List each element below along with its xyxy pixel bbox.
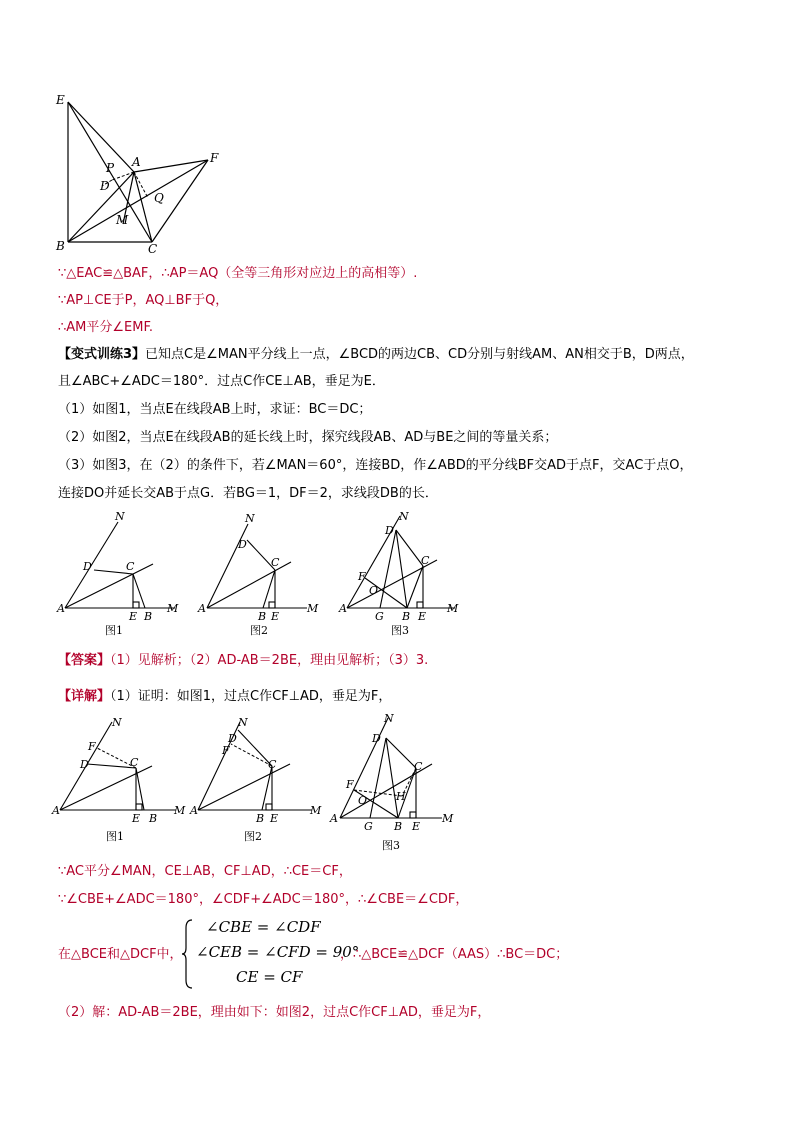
label-C: C — [148, 242, 158, 255]
label-P: P — [106, 161, 115, 175]
solution-line-4: （2）解：AD-AB＝2BE，理由如下：如图2，过点C作CF⊥AD，垂足为F， — [58, 1005, 491, 1020]
r2f2-B: B — [256, 812, 265, 825]
label-M: M — [116, 213, 129, 227]
answer-text: （1）见解析；（2）AD-AB＝2BE，理由见解析；（3）3. — [110, 653, 429, 668]
solution-line-3-prefix: 在△BCE和△DCF中， — [58, 947, 183, 962]
r2f1-A: A — [52, 804, 60, 817]
r2f3-G: G — [364, 820, 373, 833]
r2f1-E: E — [132, 812, 141, 825]
r1f2-E: E — [271, 610, 280, 623]
r2f3-A: A — [330, 812, 338, 825]
r2f1-B: B — [149, 812, 158, 825]
system-eq-2: ∠CEB = ∠CFD = 90° — [196, 943, 360, 961]
r1f2-A: A — [198, 602, 206, 615]
r2f2-N: N — [238, 716, 248, 729]
r1-caption-3: 图3 — [391, 624, 409, 637]
figures-row-1 — [55, 510, 475, 640]
r2f3-O: O — [358, 794, 368, 807]
label-F: F — [210, 151, 219, 165]
detail-tag: 【详解】 — [58, 689, 111, 704]
proof-line-3: ∴AM平分∠EMF. — [58, 320, 153, 335]
r1f3-C: C — [421, 554, 430, 567]
r2f1-C: C — [130, 756, 139, 769]
r1-caption-2: 图2 — [250, 624, 268, 637]
proof-line-2: ∵AP⊥CE于P，AQ⊥BF于Q， — [58, 293, 229, 308]
problem-line-1 — [58, 345, 694, 365]
r1f3-E: E — [418, 610, 427, 623]
r1f2-C: C — [271, 556, 280, 569]
figures-row-2 — [50, 712, 470, 857]
r1f1-N: N — [115, 510, 125, 523]
r1f3-G: G — [375, 610, 384, 623]
r1f1-C: C — [126, 560, 135, 573]
r2-caption-3: 图3 — [382, 839, 400, 852]
r2f2-C: C — [268, 758, 277, 771]
r2f3-N: N — [384, 712, 394, 725]
top-figure — [50, 90, 230, 255]
label-B: B — [56, 239, 65, 253]
label-E: E — [56, 93, 65, 107]
system-brace — [180, 918, 196, 990]
r2f3-M: M — [442, 812, 454, 825]
r2f2-A: A — [190, 804, 198, 817]
r2f1-M: M — [174, 804, 186, 817]
r2f3-B: B — [394, 820, 403, 833]
r1f3-N: N — [399, 510, 409, 523]
system-eq-3: CE = CF — [236, 968, 303, 986]
label-Q: Q — [154, 191, 164, 205]
r2f2-D: D — [228, 732, 237, 745]
r1f1-E: E — [129, 610, 138, 623]
r2-caption-1: 图1 — [106, 830, 124, 843]
r1f3-M: M — [447, 602, 459, 615]
answer-tag: 【答案】 — [58, 653, 111, 668]
solution-line-3-suffix: ，∴△BCE≌△DCF（AAS）∴BC＝DC； — [340, 947, 569, 962]
system-eq-1: ∠CBE = ∠CDF — [206, 918, 321, 936]
r1f3-F: F — [358, 570, 366, 583]
r1f3-A: A — [339, 602, 347, 615]
r1f1-D: D — [83, 560, 92, 573]
detail-text: （1）证明：如图1，过点C作CF⊥AD，垂足为F， — [110, 689, 392, 704]
r2f3-D: D — [372, 732, 381, 745]
r1-caption-1: 图1 — [105, 624, 123, 637]
problem-part-3a: （3）如图3，在（2）的条件下，若∠MAN＝60°，连接BD，作∠ABD的平分线BF交AD于点F，交AC于点O， — [58, 458, 693, 473]
problem-tag: 【变式训练3】 — [58, 347, 146, 362]
r1f3-O: O — [369, 584, 379, 597]
proof-line-1: ∵△EAC≌△BAF，∴AP＝AQ（全等三角形对应边上的高相等）. — [58, 266, 418, 281]
r2f2-F: F — [222, 744, 230, 757]
problem-line-2: 且∠ABC+∠ADC＝180°．过点C作CE⊥AB，垂足为E． — [58, 374, 385, 389]
r2f3-H: H — [396, 790, 406, 803]
r2f1-N: N — [112, 716, 122, 729]
label-A: A — [132, 155, 141, 169]
r1f2-N: N — [245, 512, 255, 525]
r1f2-M: M — [307, 602, 319, 615]
r2f1-D: D — [80, 758, 89, 771]
solution-line-1: ∵AC平分∠MAN，CE⊥AB，CF⊥AD，∴CE＝CF， — [58, 864, 352, 879]
r2f3-C: C — [414, 760, 423, 773]
r2f1-F: F — [88, 740, 96, 753]
r2f3-E: E — [412, 820, 421, 833]
r1f2-B: B — [258, 610, 267, 623]
r1f1-A: A — [57, 602, 65, 615]
solution-line-2: ∵∠CBE+∠ADC＝180°，∠CDF+∠ADC＝180°，∴∠CBE＝∠CDF， — [58, 892, 469, 907]
answer-line — [58, 651, 428, 671]
detail-line — [58, 687, 391, 707]
r2f2-M: M — [310, 804, 322, 817]
r1f1-M: M — [167, 602, 179, 615]
r1f3-D: D — [385, 524, 394, 537]
r1f3-B: B — [402, 610, 411, 623]
problem-part-1: （1）如图1，当点E在线段AB上时，求证：BC＝DC； — [58, 402, 372, 417]
problem-part-3b: 连接DO并延长交AB于点G．若BG＝1，DF＝2，求线段DB的长． — [58, 486, 438, 501]
r2f3-F: F — [346, 778, 354, 791]
problem-text-1: 已知点C是∠MAN平分线上一点，∠BCD的两边CB、CD分别与射线AM、AN相交于B，D两点， — [145, 347, 694, 362]
r1f1-B: B — [144, 610, 153, 623]
r2-caption-2: 图2 — [244, 830, 262, 843]
label-D: D — [100, 179, 110, 193]
r2f2-E: E — [270, 812, 279, 825]
r1f2-D: D — [238, 538, 247, 551]
problem-part-2: （2）如图2，当点E在线段AB的延长线上时，探究线段AB、AD与BE之间的等量关系； — [58, 430, 558, 445]
